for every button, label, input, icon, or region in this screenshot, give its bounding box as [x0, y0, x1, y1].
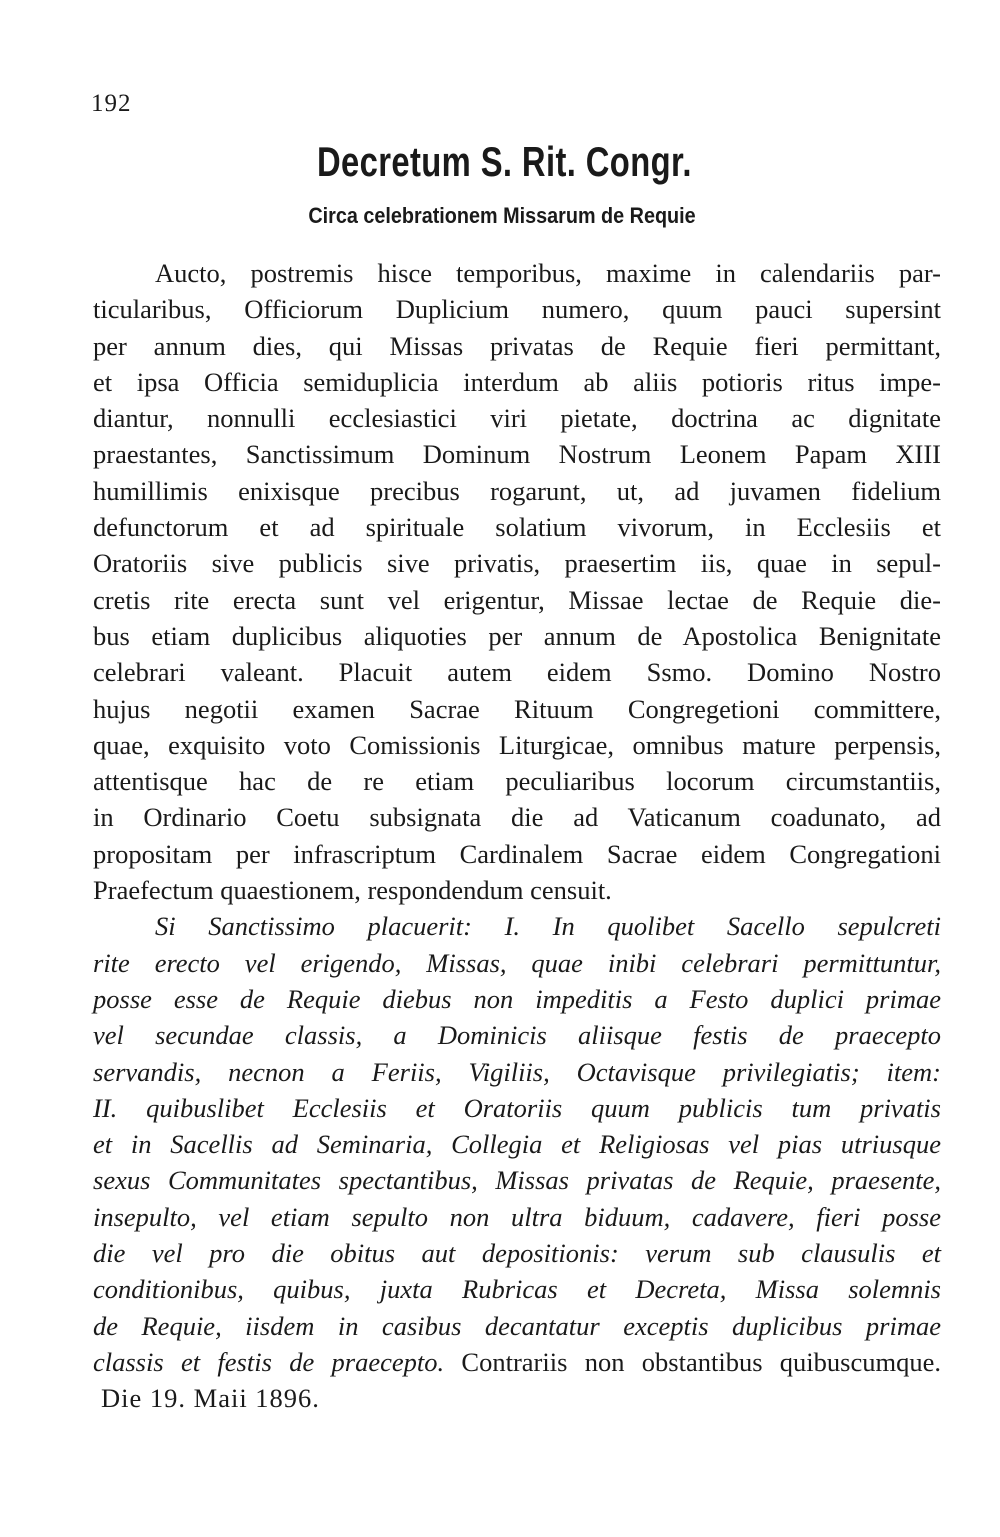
- text-line: de Requie, iisdem in casibus decantatur exceptis duplicibus primae: [93, 1310, 941, 1341]
- text-line: quae, exquisito voto Comissionis Liturgicae, omnibus mature perpensis,: [93, 729, 941, 760]
- text-line: cretis rite erecta sunt vel erigentur, Missae lectae de Requie die-: [93, 584, 941, 615]
- text-line: propositam per infrascriptum Cardinalem Sacrae eidem Congregationi: [93, 838, 941, 869]
- text-line: Aucto, postremis hisce temporibus, maxime in calendariis par-: [155, 258, 941, 288]
- decree-date: Die 19. Maii 1896.: [101, 1383, 320, 1414]
- text-line: praestantes, Sanctissimum Dominum Nostrum Leonem Papam XIII: [93, 439, 941, 470]
- text-line: rite erecto vel erigendo, Missas, quae inibi celebrari permittuntur,: [93, 947, 941, 978]
- text-line: humillimis enixisque precibus rogarunt, ut, ad juvamen fidelium: [93, 475, 941, 506]
- decree-title: Decretum S. Rit. Congr.: [316, 138, 692, 185]
- page-number: 192: [91, 90, 132, 117]
- text-line: per annum dies, qui Missas privatas de Requie fieri permittant,: [93, 330, 941, 361]
- text-line: in Ordinario Coetu subsignata die ad Vaticanum coadunato, ad: [93, 802, 941, 833]
- text-line: servandis, necnon a Feriis, Vigiliis, Octavisque privilegiatis; item:: [93, 1056, 941, 1087]
- text-line: hujus negotii examen Sacrae Rituum Congregetioni committere,: [93, 693, 941, 724]
- text-line: et ipsa Officia semiduplicia interdum ab aliis potioris ritus impe-: [93, 366, 941, 397]
- text-line: Oratoriis sive publicis sive privatis, praesertim iis, quae in sepul-: [93, 548, 941, 579]
- text-line: et in Sacellis ad Seminaria, Collegia et Religiosas vel pias utriusque: [93, 1129, 941, 1160]
- text-line: Si Sanctissimo placuerit: I. In quolibet Sacello sepulcreti: [155, 911, 941, 942]
- text-line: II. quibuslibet Ecclesiis et Oratoriis quum publicis tum privatis: [93, 1092, 941, 1123]
- text-line: sexus Communitates spectantibus, Missas privatas de Requie, praesente,: [93, 1165, 941, 1196]
- text-line: ticularibus, Officiorum Duplicium numero, quum pauci supersint: [93, 294, 941, 325]
- text-line: vel secundae classis, a Dominicis aliisque festis de praecepto: [93, 1020, 941, 1051]
- decree-subtitle: Circa celebrationem Missarum de Requie: [308, 203, 696, 228]
- paragraph-preamble: [93, 255, 941, 908]
- text-line: defunctorum et ad spirituale solatium vivorum, in Ecclesiis et: [93, 512, 941, 543]
- text-line: celebrari valeant. Placuit autem eidem Ssmo. Domino Nostro: [93, 657, 941, 688]
- text-line-final: [93, 1344, 941, 1380]
- text-line: die vel pro die obitus aut depositionis: verum sub clausulis et: [93, 1238, 941, 1269]
- text-line: Praefectum quaestionem, respondendum censuit.: [93, 875, 612, 906]
- text-line: attentisque hac de re etiam peculiaribus locorum circumstantiis,: [93, 766, 941, 797]
- text-line: diantur, nonnulli ecclesiastici viri pietate, doctrina ac dignitate: [93, 403, 941, 434]
- text-line: conditionibus, quibus, juxta Rubricas et Decreta, Missa solemnis: [93, 1274, 941, 1305]
- text-line: insepulto, vel etiam sepulto non ultra biduum, cadavere, fieri posse: [93, 1201, 941, 1232]
- text-line: posse esse de Requie diebus non impeditis a Festo duplici primae: [93, 983, 941, 1014]
- roman-fragment: Contrariis non obstantibus quibuscumque.: [461, 1346, 941, 1377]
- text-line: bus etiam duplicibus aliquoties per annum de Apostolica Benignitate: [93, 620, 941, 651]
- decree-body: [93, 255, 941, 1417]
- italic-fragment: classis et festis de praecepto.: [93, 1346, 445, 1377]
- paragraph-resolution: [93, 908, 941, 1380]
